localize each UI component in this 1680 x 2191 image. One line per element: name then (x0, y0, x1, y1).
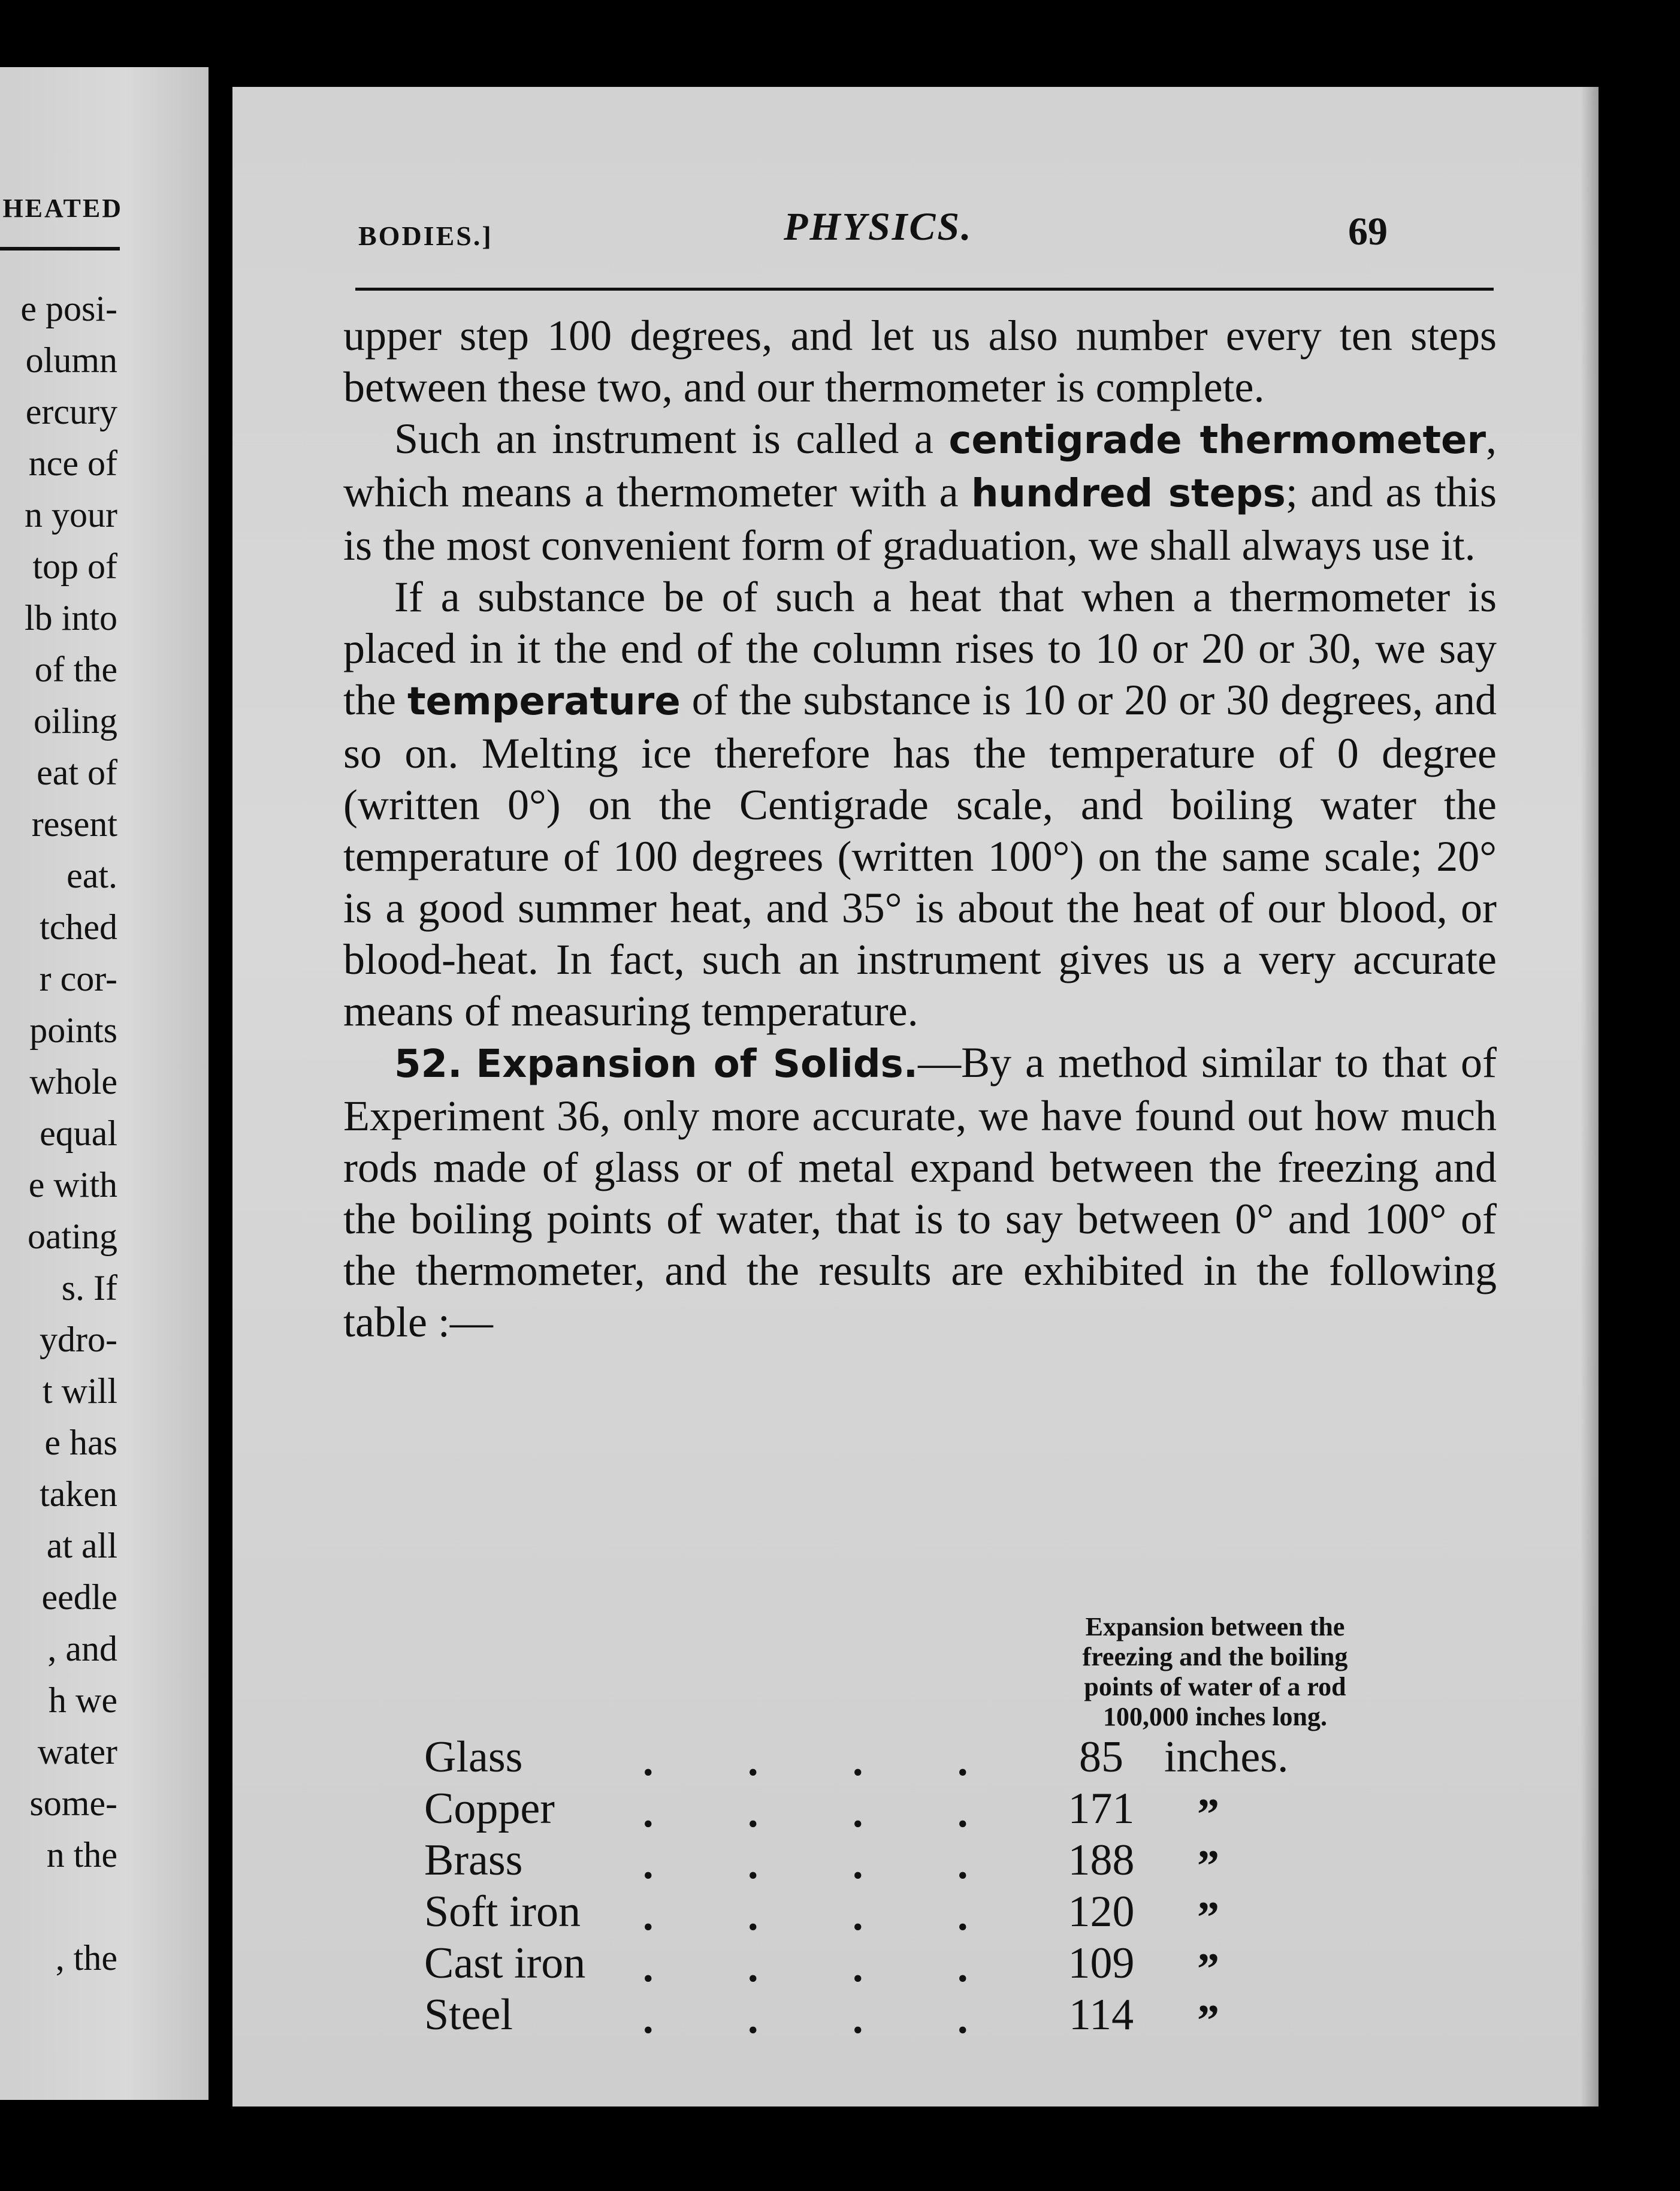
leader-dot: . (643, 1842, 654, 1888)
leader-dot: . (853, 1945, 863, 1991)
leader-dot: . (853, 1790, 863, 1836)
previous-page-line: taken (40, 1474, 117, 1514)
leader-dot: . (643, 1790, 654, 1836)
leader-dot: . (748, 1842, 759, 1888)
book-gutter (209, 72, 232, 2098)
previous-page-line: , the (55, 1938, 117, 1978)
previous-page-line: nce of (28, 443, 117, 483)
leader-dot: . (853, 1996, 863, 2042)
column-header-line: 100,000 inches long. (1102, 1702, 1328, 1731)
previous-page-line: h we (49, 1680, 117, 1720)
leader-dot: . (957, 1893, 968, 1939)
term-hundred-steps: hundred steps (971, 472, 1286, 516)
paragraph-3-text-b: of the substance is 10 or 20 or 30 degrees, and so on. Melting ice therefore has the temperature of 0 degree (written 0°) on the Centigrade scale, and boiling water the temperature of 100 degrees (written 100°) on the same scale; 20° is a good summer heat, and 35° is about the heat of our blood, or blood-heat. In fact, such an instrument gives us a very accurate means of measuring temperature. (343, 676, 1497, 1035)
leader-dot: . (748, 1739, 759, 1785)
previous-page-line: s. If (61, 1268, 117, 1308)
previous-page-line: equal (40, 1113, 117, 1153)
material-name: Brass (424, 1836, 523, 1885)
table-row (424, 1732, 1503, 1783)
leader-dot: . (748, 1945, 759, 1991)
previous-page-line: t will (42, 1371, 117, 1411)
previous-page-line: eat. (67, 856, 117, 895)
expansion-table (424, 1732, 1503, 2045)
leader-dot: . (643, 1945, 654, 1991)
previous-page-header: HEATED (2, 194, 123, 223)
material-name: Cast iron (424, 1939, 586, 1988)
expansion-value: 109 (1068, 1939, 1135, 1988)
previous-page-line: olumn (25, 340, 117, 380)
column-header-line: Expansion between the (1085, 1612, 1345, 1641)
running-head-title: PHYSICS. (784, 205, 973, 249)
expansion-value: 171 (1068, 1784, 1135, 1833)
previous-page-line: e has (44, 1423, 117, 1462)
material-name: Steel (424, 1990, 513, 2039)
previous-page-line: ercury (25, 392, 117, 431)
previous-page-line: top of (32, 547, 117, 586)
paragraph-4-text: —By a method similar to that of Experiment 36, only more accurate, we have found out how much rods made of glass or of metal expand between the freezing and the boiling points of water, that is to say between 0° and 100° of the thermometer, and the results are exhibited in the following table :— (343, 1039, 1497, 1346)
leader-dot: . (643, 1893, 654, 1939)
expansion-value: 114 (1068, 1990, 1134, 2039)
previous-page-line: oating (28, 1217, 117, 1256)
ditto-mark: ” (1197, 1996, 1219, 2045)
leader-dot: . (748, 1893, 759, 1939)
section-title: Expansion of Solids. (476, 1042, 918, 1087)
paragraph-4 (343, 1037, 1497, 1348)
leader-dot: . (957, 1945, 968, 1991)
previous-page-line: , and (47, 1629, 117, 1668)
previous-page-line: eedle (41, 1577, 117, 1617)
leader-dot: . (748, 1790, 759, 1836)
unit-label: inches. (1164, 1733, 1289, 1782)
paragraph-2-text-c: ; and as this is the most convenient form of graduation, we shall always use it. (343, 468, 1497, 569)
leader-dot: . (853, 1842, 863, 1888)
leader-dot: . (957, 1739, 968, 1785)
expansion-value: 85 (1079, 1733, 1123, 1782)
previous-page-line (0, 1881, 117, 1932)
ditto-mark: ” (1197, 1945, 1219, 1994)
paragraph-2-text-a: Such an instrument is called a (394, 415, 949, 463)
ditto-mark: ” (1197, 1893, 1219, 1942)
leader-dot: . (643, 1996, 654, 2042)
previous-page-line: ydro- (40, 1320, 117, 1359)
table-row (424, 1783, 1503, 1839)
previous-page-line: eat of (37, 753, 117, 792)
running-head-section: BODIES.] (358, 221, 493, 251)
paragraph-3 (343, 571, 1497, 1037)
paragraph-1: upper step 100 degrees, and let us also number every ten steps between these two, and our thermometer is complete. (343, 312, 1497, 411)
header-rule (355, 288, 1494, 291)
column-header-line: points of water of a rod (1084, 1672, 1346, 1701)
previous-page-line: water (37, 1732, 117, 1771)
previous-page-line: r cor- (39, 959, 117, 998)
term-centigrade-thermometer: centigrade thermometer (948, 418, 1486, 463)
previous-page-rule (0, 247, 120, 251)
paragraph-3-text-a: If a substance be of such a heat that when a thermometer is placed in it the end of the column rises to 10 or 20 or 30, we say the (343, 573, 1497, 724)
table-row (424, 1835, 1503, 1891)
table-row (424, 1887, 1503, 1942)
page-number: 69 (1348, 210, 1388, 253)
leader-dot: . (748, 1996, 759, 2042)
material-name: Soft iron (424, 1887, 581, 1936)
leader-dot: . (643, 1739, 654, 1785)
term-temperature: temperature (407, 680, 681, 724)
previous-page-line: n your (25, 495, 117, 535)
section-number: 52. (394, 1042, 463, 1087)
leader-dot: . (957, 1842, 968, 1888)
previous-page-line: of the (34, 650, 117, 689)
previous-page-line: some- (29, 1783, 117, 1823)
running-head (232, 201, 1599, 273)
paragraph-2 (343, 413, 1497, 571)
ditto-mark: ” (1197, 1842, 1219, 1891)
previous-page-line: resent (31, 804, 117, 844)
leader-dot: . (853, 1739, 863, 1785)
expansion-value: 188 (1068, 1836, 1135, 1885)
previous-page-line: lb into (24, 598, 117, 638)
previous-page-line: n the (46, 1835, 117, 1875)
previous-page-line-ends (0, 283, 117, 1984)
table-row (424, 1990, 1503, 2045)
material-name: Glass (424, 1733, 523, 1782)
page-edge-shadow (1581, 87, 1599, 2107)
table-row (424, 1938, 1503, 1994)
table-column-header (1005, 1612, 1425, 1732)
previous-page-line: whole (29, 1062, 117, 1101)
ditto-mark: ” (1197, 1790, 1219, 1839)
leader-dot: . (957, 1790, 968, 1836)
expansion-value: 120 (1068, 1887, 1135, 1936)
body-text (343, 310, 1497, 1348)
previous-page-strip (0, 67, 209, 2100)
leader-dot: . (957, 1996, 968, 2042)
book-page (232, 87, 1599, 2107)
material-name: Copper (424, 1784, 555, 1833)
previous-page-line: oiling (33, 701, 117, 741)
leader-dot: . (853, 1893, 863, 1939)
previous-page-line: at all (46, 1526, 117, 1565)
column-header-line: freezing and the boiling (1082, 1642, 1348, 1671)
previous-page-line: e posi- (20, 289, 117, 328)
paragraph-2-text-b: , which means a thermometer with a (343, 415, 1497, 516)
previous-page-line: e with (28, 1165, 117, 1205)
previous-page-line: points (29, 1010, 117, 1050)
previous-page-line: tched (40, 907, 117, 947)
